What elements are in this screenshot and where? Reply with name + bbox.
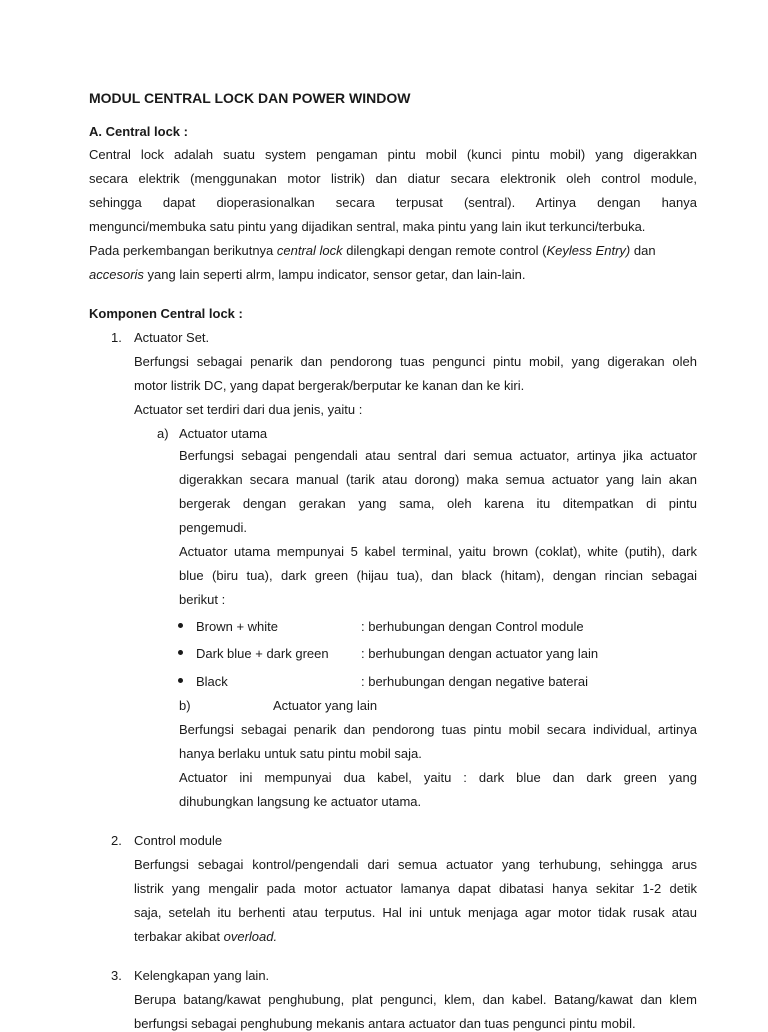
paragraph-line: dihubungkan langsung ke actuator utama. <box>179 794 422 809</box>
paragraph-line: Berfungsi sebagai penarik dan pendorong tuas pengunci pintu mobil, yang digerakan oleh <box>134 354 697 369</box>
paragraph-line: berikut : <box>179 592 226 607</box>
paragraph-line: berfungsi sebagai penghubung mekanis antara actuator dan tuas pengunci pintu mobil. <box>134 1016 636 1031</box>
italic-text: central lock <box>276 243 343 258</box>
bullet-icon <box>178 623 183 628</box>
cable-description: : berhubungan dengan Control module <box>361 619 584 634</box>
paragraph-line: secara elektrik (menggunakan motor listrik) dan diatur secara elektronik oleh control module, <box>89 171 697 186</box>
paragraph-line: Berupa batang/kawat penghubung, plat pengunci, klem, dan kabel. Batang/kawat dan klem <box>134 992 697 1007</box>
components-heading: Komponen Central lock : <box>89 306 243 321</box>
list-item-title: Control module <box>134 833 223 848</box>
paragraph-line: hanya berlaku untuk satu pintu mobil saja. <box>179 746 422 761</box>
paragraph-line: blue (biru tua), dark green (hijau tua), dan black (hitam), dengan rincian sebagai <box>179 568 697 583</box>
paragraph-line: Berfungsi sebagai kontrol/pengendali dari semua actuator yang terhubung, sehingga arus <box>134 857 697 872</box>
cable-name: Dark blue + dark green <box>196 646 329 661</box>
list-number: 3. <box>111 968 122 983</box>
paragraph-line: saja, setelah itu berhenti atau terputus. Hal ini untuk menjaga agar motor tidak rusak atau <box>134 905 697 920</box>
paragraph-line: bergerak dengan gerakan yang sama, oleh karena itu ditempatkan di pintu <box>179 496 697 511</box>
cable-description: : berhubungan dengan negative baterai <box>361 674 588 689</box>
paragraph-line: Central lock adalah suatu system pengaman pintu mobil (kunci pintu mobil) yang digerakkan <box>89 147 697 162</box>
list-item-title: Actuator Set. <box>134 330 210 345</box>
paragraph-line: Actuator set terdiri dari dua jenis, yaitu : <box>134 402 363 417</box>
paragraph-line: listrik yang mengalir pada motor actuator lamanya dapat dibatasi hanya sekitar 1-2 detik <box>134 881 697 896</box>
paragraph-line <box>134 929 277 945</box>
cable-name: Brown + white <box>196 619 279 634</box>
paragraph-line: Berfungsi sebagai penarik dan pendorong tuas pintu mobil secara individual, artinya <box>179 722 697 737</box>
paragraph-line <box>89 243 656 259</box>
cable-name: Black <box>196 674 228 689</box>
paragraph-line: pengemudi. <box>179 520 247 535</box>
bullet-icon <box>178 678 183 683</box>
document-title: MODUL CENTRAL LOCK DAN POWER WINDOW <box>89 90 411 106</box>
text-run: yang lain seperti alrm, lampu indicator, sensor getar, dan lain-lain. <box>143 267 526 282</box>
paragraph-line: Actuator ini mempunyai dua kabel, yaitu : dark blue dan dark green yang <box>179 770 697 785</box>
paragraph-line: sehingga dapat dioperasionalkan secara terpusat (sentral). Artinya dengan hanya <box>89 195 697 210</box>
sub-list-title: Actuator utama <box>179 426 268 441</box>
text-run: dan <box>630 243 656 258</box>
list-item-title: Kelengkapan yang lain. <box>134 968 270 983</box>
section-a-heading: A. Central lock : <box>89 124 188 139</box>
bullet-icon <box>178 650 183 655</box>
paragraph-line: Actuator utama mempunyai 5 kabel terminal, yaitu brown (coklat), white (putih), dark <box>179 544 697 559</box>
paragraph-line: motor listrik DC, yang dapat bergerak/berputar ke kanan dan ke kiri. <box>134 378 525 393</box>
text-run: dilengkapi dengan remote control ( <box>342 243 547 258</box>
text-run: Pada perkembangan berikutnya <box>89 243 277 258</box>
italic-text: overload. <box>223 929 278 944</box>
paragraph-line: Berfungsi sebagai pengendali atau sentral dari semua actuator, artinya jika actuator <box>179 448 697 463</box>
paragraph-line: digerakkan secara manual (tarik atau dorong) maka semua actuator yang lain akan <box>179 472 697 487</box>
italic-text: Keyless Entry) <box>546 243 631 258</box>
italic-text: accesoris <box>89 267 144 282</box>
text-run: terbakar akibat <box>134 929 224 944</box>
paragraph-line <box>89 267 525 283</box>
sub-list-title: Actuator yang lain <box>273 698 378 713</box>
sub-list-label: a) <box>157 426 169 441</box>
paragraph-line: mengunci/membuka satu pintu yang dijadikan sentral, maka pintu yang lain ikut terkunci/terbuka. <box>89 219 646 234</box>
list-number: 1. <box>111 330 122 345</box>
list-number: 2. <box>111 833 122 848</box>
cable-description: : berhubungan dengan actuator yang lain <box>361 646 599 661</box>
sub-list-label: b) <box>179 698 191 713</box>
